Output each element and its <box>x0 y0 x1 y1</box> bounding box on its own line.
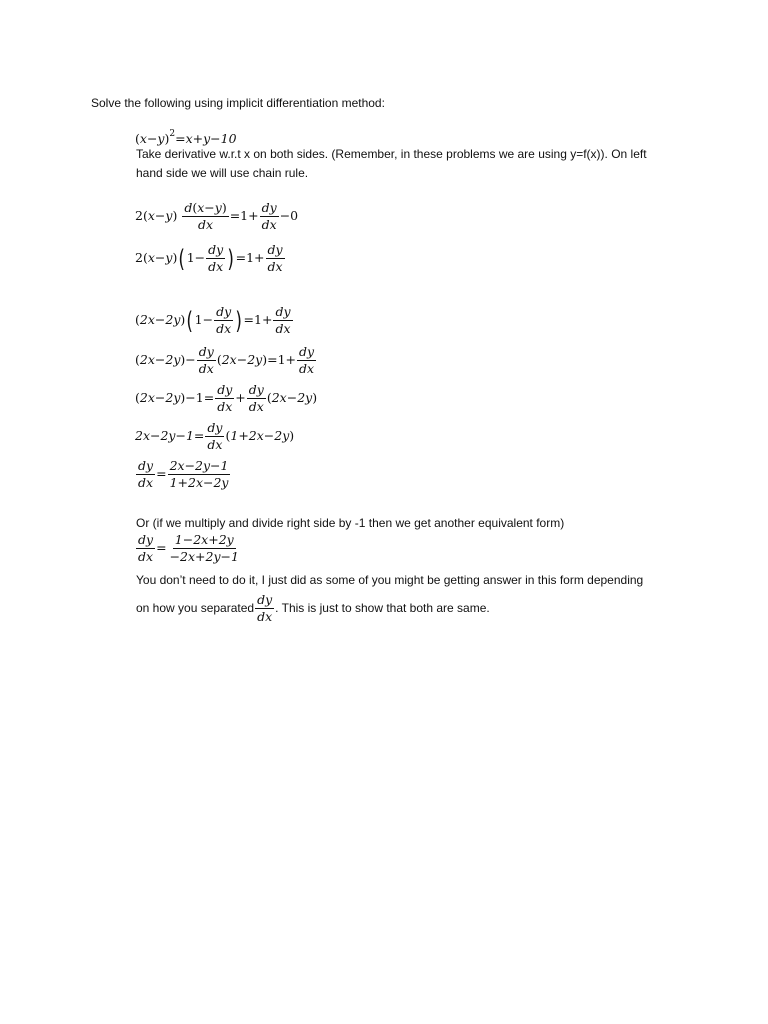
step8-eq: = <box>156 540 167 555</box>
step6-paren: 1+2x−2y <box>230 428 290 443</box>
step3-dy: dy <box>216 304 232 319</box>
step1-dy: dy <box>261 200 277 215</box>
step7-dx: dx <box>138 475 154 490</box>
given-rhs: x+y−10 <box>185 131 237 146</box>
step1-dydx <box>260 201 279 232</box>
step7-num: 2x−2y−1 <box>169 458 229 473</box>
step4-paren2: 2x−2y <box>221 352 263 367</box>
step3-eq: =1+ <box>243 312 273 327</box>
step4-dx: dx <box>198 361 214 376</box>
step4-rhs-dy: dy <box>299 344 315 359</box>
step6-dx: dx <box>207 437 223 452</box>
step3-one-minus: 1− <box>194 312 214 327</box>
or-line: Or (if we multiply and divide right side by -1 then we get another equivalent form) <box>136 516 565 530</box>
note-line-2 <box>136 592 490 624</box>
step2-paren: x−y <box>147 250 173 265</box>
step8-result-fraction <box>168 533 241 564</box>
step5-dx-2: dx <box>248 399 264 414</box>
given-equation: $(x-y)^2=x+y-10$ <box>135 129 237 146</box>
step5-dydx-2 <box>247 383 266 414</box>
step8-dx: dx <box>138 549 154 564</box>
intro-text: Solve the following using implicit differentiation method: <box>91 96 385 110</box>
equation-step-3: (2x−2y)(1− $\frac{dy}{dx}$ )=1+ $\frac{dy}{dx}$ <box>135 304 291 336</box>
step7-dydx <box>136 459 155 490</box>
note-dydx <box>255 593 274 624</box>
step1-den: dx <box>197 217 214 232</box>
step8-dy: dy <box>138 532 154 547</box>
step2-rhs-dy: dy <box>267 242 283 257</box>
step2-prefix: 2 <box>135 250 143 265</box>
note-dx: dx <box>257 609 273 625</box>
step3-rhs-dy: dy <box>275 304 291 319</box>
given-exponent: 2 <box>169 129 176 139</box>
step2-dx: dx <box>208 259 224 274</box>
step5-paren1: 2x−2y <box>139 390 181 405</box>
given-lhs-base: x−y <box>139 131 165 146</box>
step3-dydx <box>214 305 233 336</box>
step5-dydx <box>215 383 234 414</box>
equation-step-5: (2x−2y)−1= $\frac{dy}{dx}$ + $\frac{dy}{dx}$ (2x−2y) <box>135 382 318 414</box>
equation-step-2: 2(x−y)(1− $\frac{dy}{dx}$ )=1+ $\frac{dy}{dx}$ <box>135 242 283 274</box>
step4-minus: − <box>185 352 196 367</box>
step2-dydx <box>206 243 225 274</box>
note-line-2-post: . This is just to show that both are same. <box>275 601 490 615</box>
step8-dydx <box>136 533 155 564</box>
step1-derivative-fraction: $\frac{d(x-y)}{dx}$ <box>184 200 227 232</box>
note-line-2-pre: on how you separated <box>136 601 255 615</box>
step8-den: −2x+2y−1 <box>169 549 239 564</box>
instruction-line-1: Take derivative w.r.t x on both sides. (Remember, in these problems we are using y=f(x)). On left <box>136 147 647 161</box>
note-line-1: You don’t need to do it, I just did as some of you might be getting answer in this form depending <box>136 573 644 587</box>
instruction-line-2: hand side we will use chain rule. <box>136 166 309 180</box>
step3-dydx-rhs <box>273 305 292 336</box>
step1-dx: dx <box>261 217 277 232</box>
step5-dx: dx <box>217 399 233 414</box>
step5-plus: + <box>235 390 246 405</box>
step6-dydx <box>205 421 224 452</box>
step7-result-fraction <box>168 459 231 490</box>
step8-num: 1−2x+2y <box>174 532 234 547</box>
step3-dx: dx <box>216 321 232 336</box>
step1-eq: =1+ <box>229 208 259 223</box>
step2-rhs-dx: dx <box>267 259 283 274</box>
step1-prefix: 2 <box>135 208 143 223</box>
step5-minus-one-eq: −1= <box>185 390 215 405</box>
equation-step-7 <box>135 459 231 490</box>
step5-dy: dy <box>217 382 233 397</box>
step2-dydx-rhs <box>266 243 285 274</box>
equation-step-6: 2x−2y−1= $\frac{dy}{dx}$ (1+2x−2y) <box>135 420 295 452</box>
equation-step-8 <box>135 533 242 564</box>
step6-lhs: 2x−2y−1= <box>135 428 205 443</box>
step2-eq: =1+ <box>235 250 265 265</box>
step1-tail: −0 <box>279 208 299 223</box>
step3-rhs-dx: dx <box>275 321 291 336</box>
step3-paren: 2x−2y <box>139 312 181 327</box>
step7-eq: = <box>156 466 167 481</box>
step2-one-minus: 1− <box>186 250 206 265</box>
step4-paren1: 2x−2y <box>139 352 181 367</box>
equation-step-1: 2(x−y) $\frac{d(x-y)}{dx}$ =1+ $\frac{dy}{dx}$ −0 <box>135 200 299 232</box>
step1-d: d <box>184 200 193 215</box>
step5-dy-2: dy <box>248 382 264 397</box>
step2-dy: dy <box>208 242 224 257</box>
note-dy: dy <box>257 592 273 608</box>
step4-dy: dy <box>198 344 214 359</box>
step4-dydx <box>197 345 216 376</box>
step1-paren: x−y <box>147 208 173 223</box>
equation-step-4: (2x−2y)− $\frac{dy}{dx}$ (2x−2y)=1+ $\frac{dy}{dx}$ <box>135 344 315 376</box>
step4-eq: =1+ <box>267 352 297 367</box>
step7-dy: dy <box>138 458 154 473</box>
step6-dy: dy <box>207 420 223 435</box>
step7-den: 1+2x−2y <box>169 475 229 490</box>
step5-paren2: 2x−2y <box>271 390 313 405</box>
step1-d-arg: x−y <box>197 200 222 215</box>
step4-rhs-dx: dx <box>299 361 315 376</box>
step4-dydx-rhs <box>297 345 316 376</box>
